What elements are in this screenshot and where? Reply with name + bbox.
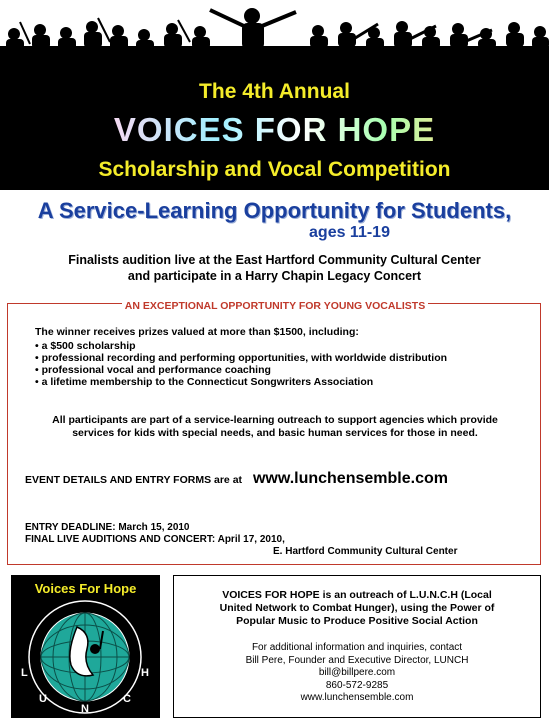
info-line-2: United Network to Combat Hunger), using the Power of [219, 602, 495, 614]
contact-info [174, 642, 540, 705]
prize-item: • professional recording and performing opportunities, with worldwide distribution [35, 352, 447, 364]
finalists-line-1: Finalists audition live at the East Hartford Community Cultural Center [68, 253, 481, 267]
venue-location: E. Hartford Community Cultural Center [273, 546, 458, 557]
prize-item: • a lifetime membership to the Connecticut Songwriters Association [35, 376, 447, 388]
contact-phone: 860-572-9285 [325, 679, 389, 691]
entry-deadline: ENTRY DEADLINE: March 15, 2010 [25, 522, 190, 533]
logo-letter: N [81, 703, 89, 715]
header-banner [0, 0, 549, 190]
event-details-text: EVENT DETAILS AND ENTRY FORMS are at [25, 474, 243, 486]
event-details [25, 470, 448, 488]
event-details-link[interactable]: www.lunchensemble.com [252, 470, 448, 487]
info-line-1: VOICES FOR HOPE is an outreach of L.U.N.C.H (Local [222, 589, 492, 601]
opportunity-box-title [8, 296, 542, 314]
participants-line-2: services for kids with special needs, and basic human services for those in need. [72, 427, 478, 439]
logo-letter: H [141, 667, 149, 679]
opportunity-box [7, 300, 541, 565]
winner-text: The winner receives prizes valued at more than $1500, including: [35, 326, 359, 338]
subtitle-line-1: A Service-Learning Opportunity for Students, [37, 198, 512, 223]
voices-for-hope-logo [11, 575, 160, 718]
info-line-3: Popular Music to Produce Positive Social Action [236, 615, 478, 627]
contact-line-1: For additional information and inquiries, contact [251, 642, 463, 653]
logo-letter: U [39, 693, 47, 705]
subtitle-line-2: ages 11-19 [309, 224, 390, 241]
auditions-date: FINAL LIVE AUDITIONS AND CONCERT: April 17, 2010, [25, 534, 285, 545]
finalists-line-2: and participate in a Harry Chapin Legacy Concert [127, 269, 422, 283]
info-box [173, 575, 541, 718]
contact-website[interactable]: www.lunchensemble.com [300, 692, 414, 703]
contact-line-2: Bill Pere, Founder and Executive Director, LUNCH [245, 654, 469, 666]
header-line-3: Scholarship and Vocal Competition [98, 158, 451, 181]
logo-title: Voices For Hope [34, 581, 137, 596]
header-line-1: The 4th Annual [199, 80, 350, 103]
prize-item: • a $500 scholarship [35, 340, 447, 352]
header-event-title: VOICES FOR HOPE [0, 111, 549, 149]
opportunity-box-title-text: AN EXCEPTIONAL OPPORTUNITY FOR YOUNG VOCALISTS [122, 300, 428, 312]
participants-line-1: All participants are part of a service-learning outreach to support agencies which provide [52, 414, 498, 426]
prize-item: • professional vocal and performance coaching [35, 364, 447, 376]
deadline-block [25, 522, 457, 558]
logo-letter: C [123, 693, 131, 705]
contact-email[interactable]: bill@billpere.com [318, 667, 396, 678]
participants-text [8, 414, 542, 440]
orchestra-silhouette [0, 0, 549, 76]
info-description [174, 589, 540, 628]
logo-letter: L [21, 667, 28, 679]
prize-list [35, 340, 447, 388]
finalists-text [0, 252, 549, 284]
